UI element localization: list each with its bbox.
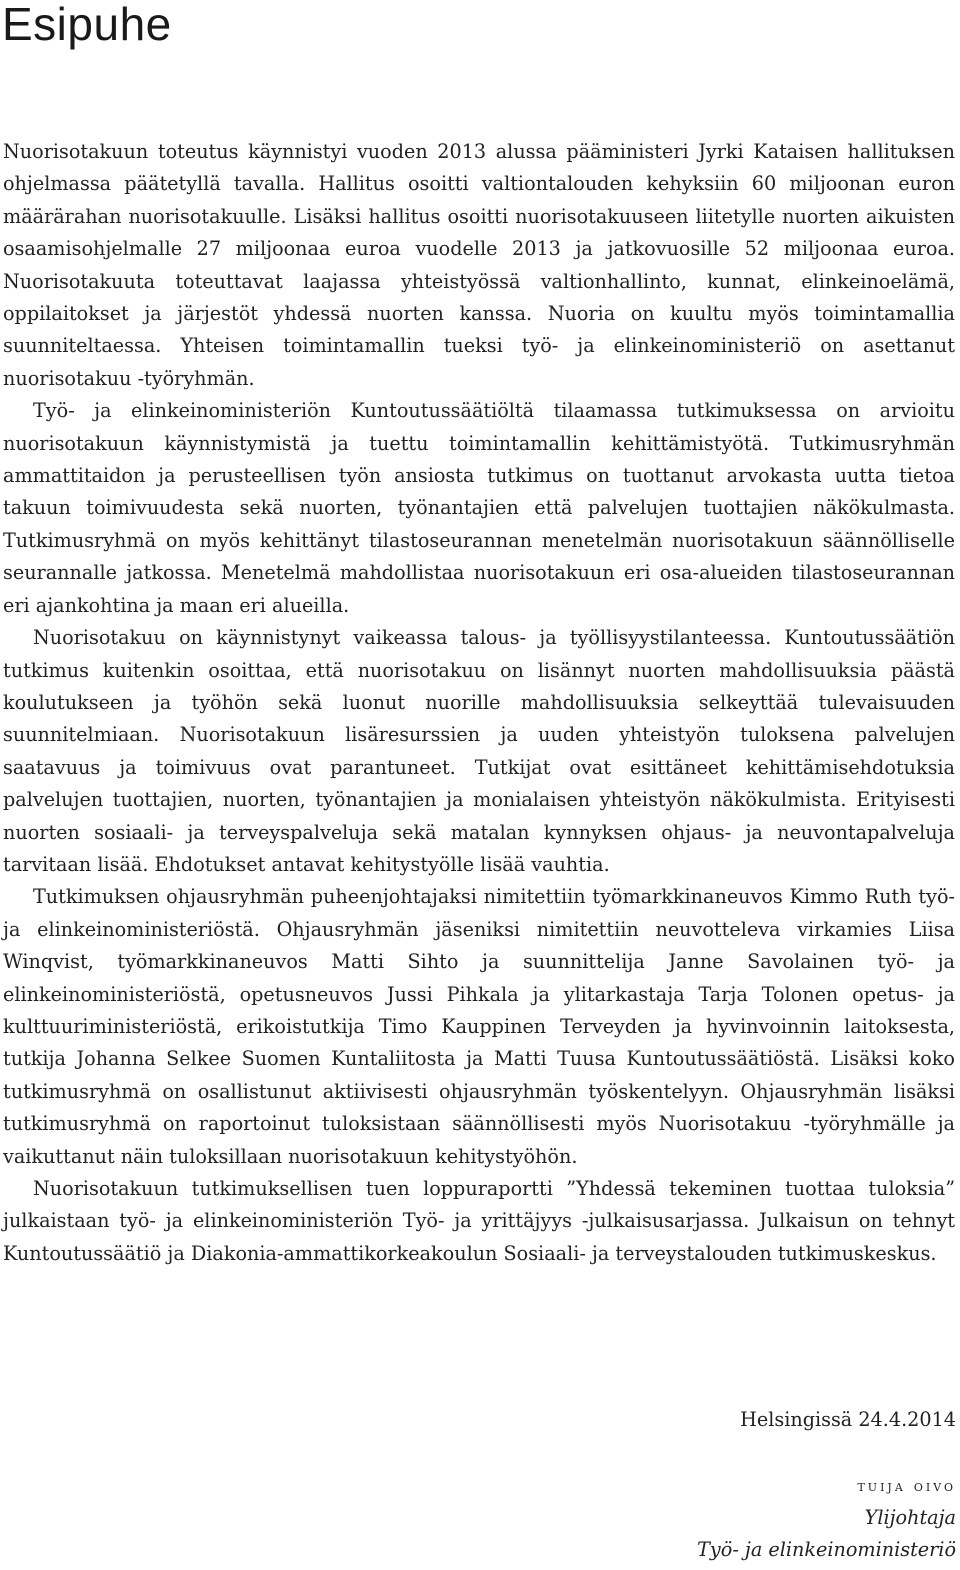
paragraph: Työ- ja elinkeinoministeriön Kuntoutussäätiöltä tilaamassa tutkimuksessa on arvioitu nuorisotakuun käynnistymistä ja tuettu toimintamallin kehittämistyötä. Tutkimusryhmän ammattitaidon ja perusteellisen työn ansiosta tutkimus on tuottanut arvokasta uutta tietoa takuun toimivuudesta sekä nuorten, työnantajien että palvelujen tuottajien näkökulmasta. Tutkimusryhmä on myös kehittänyt tilastoseurannan menetelmän nuorisotakuun säännölliselle seurannalle jatkossa. Menetelmä mahdollistaa nuorisotakuun eri osa-alueiden tilastoseurannan eri ajankohtina ja maan eri alueilla. xyxy=(3,399,955,617)
signatory-name: tuija oivo xyxy=(857,1476,956,1495)
signatory-organization: Työ- ja elinkeinoministeriö xyxy=(697,1538,956,1561)
paragraph: Nuorisotakuun tutkimuksellisen tuen loppuraportti ”Yhdessä tekeminen tuottaa tuloksia” julkaistaan työ- ja elinkeinoministeriön Työ- ja yrittäjyys -julkaisusarjassa. Julkaisun on tehnyt Kuntoutussäätiö ja Diakonia-ammattikorkeakoulun Sosiaali- ja terveystalouden tutkimuskeskus. xyxy=(3,1177,955,1265)
paragraph: Nuorisotakuu on käynnistynyt vaikeassa talous- ja työllisyystilanteessa. Kuntoutussäätiön tutkimus kuitenkin osoittaa, että nuorisotakuu on lisännyt nuorten mahdollisuuksia päästä koulutukseen ja työhön sekä luonut nuorille mahdollisuuksia selkeyttää tulevaisuuden suunnitelmiaan. Nuorisotakuun lisäresurssien ja uuden yhteistyön tuloksena palvelujen saatavuus ja toimivuus ovat parantuneet. Tutkijat ovat esittäneet kehittämisehdotuksia palvelujen tuottajien, nuorten, työnantajien ja monialaisen yhteistyön näkökulmista. Erityisesti nuorten sosiaali- ja terveyspalveluja sekä matalan kynnyksen ohjaus- ja neuvontapalveluja tarvitaan lisää. Ehdotukset antavat kehitystyölle lisää vauhtia. xyxy=(3,626,955,876)
signatory-role: Ylijohtaja xyxy=(864,1506,956,1529)
page-title: Esipuhe xyxy=(2,0,172,50)
paragraph: Tutkimuksen ohjausryhmän puheenjohtajaksi nimitettiin työmarkkinaneuvos Kimmo Ruth työ- ja elinkeinoministeriöstä. Ohjausryhmän jäseniksi nimitettiin neuvotteleva virkamies Liisa Winqvist, työmarkkinaneuvos Matti Sihto ja suunnittelija Janne Savolainen työ- ja elinkeinoministeriöstä, opetusneuvos Jussi Pihkala ja ylitarkastaja Tarja Tolonen opetus- ja kulttuuriministeriöstä, erikoistutkija Timo Kauppinen Terveyden ja hyvinvoinnin laitoksesta, tutkija Johanna Selkee Suomen Kuntaliitosta ja Matti Tuusa Kuntoutussäätiöstä. Lisäksi koko tutkimusryhmä on osallistunut aktiivisesti ohjausryhmän työskentelyyn. Ohjausryhmän lisäksi tutkimusryhmä on raportoinut tuloksistaan säännöllisesti myös Nuorisotakuu -työryhmälle ja vaikuttanut näin tuloksillaan nuorisotakuun kehitystyöhön. xyxy=(3,885,955,1168)
paragraph: Nuorisotakuun toteutus käynnistyi vuoden 2013 alussa pääministeri Jyrki Kataisen hallituksen ohjelmassa päätetyllä tavalla. Hallitus osoitti valtiontalouden kehyksiin 60 miljoonan euron määrärahan nuorisotakuulle. Lisäksi hallitus osoitti nuorisotakuuseen liitetylle nuorten aikuisten osaamisohjelmalle 27 miljoonaa euroa vuodelle 2013 ja jatkovuosille 52 miljoonaa euroa. Nuorisotakuuta toteuttavat laajassa yhteistyössä valtionhallinto, kunnat, elinkeinoelämä, oppilaitokset ja järjestöt yhdessä nuorten kanssa. Nuoria on kuultu myös toimintamallia suunniteltaessa. Yhteisen toimintamallin tueksi työ- ja elinkeinoministeriö on asettanut nuorisotakuu -työryhmän. xyxy=(3,140,955,390)
preface-body xyxy=(3,136,955,1270)
place-date: Helsingissä 24.4.2014 xyxy=(740,1408,956,1431)
signature-block xyxy=(697,1470,956,1566)
